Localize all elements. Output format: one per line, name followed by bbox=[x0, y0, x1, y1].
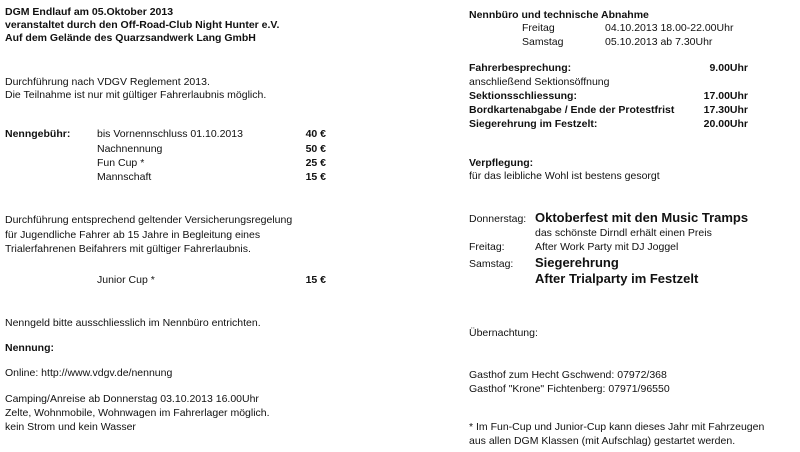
fee-name: bis Vornennschluss 01.10.2013 bbox=[97, 128, 243, 140]
fees-label: Nenngebühr: bbox=[5, 128, 71, 140]
thursday-event: Oktoberfest mit den Music Tramps bbox=[535, 210, 749, 225]
venue-line: Auf dem Gelände des Quarzsandwerk Lang GmbH bbox=[5, 32, 256, 44]
fee-name: Fun Cup * bbox=[97, 157, 145, 169]
office-day: Freitag bbox=[522, 22, 555, 34]
organizer-line: veranstaltet durch den Off-Road-Club Night Hunter e.V. bbox=[5, 19, 280, 31]
thursday-day: Donnerstag: bbox=[469, 213, 527, 225]
junior-cup-amount: 15 € bbox=[305, 274, 326, 286]
office-time: 04.10.2013 18.00-22.00Uhr bbox=[605, 22, 734, 34]
rules-line: Durchführung nach VDGV Reglement 2013. bbox=[5, 76, 210, 88]
friday-event: After Work Party mit DJ Joggel bbox=[535, 241, 679, 253]
insurance-line: Trialerfahrenen Beifahrers mit gültiger Fahrerlaubnis. bbox=[5, 243, 251, 255]
thursday-sub: das schönste Dirndl erhält einen Preis bbox=[535, 227, 712, 239]
fee-name: Nachnennung bbox=[97, 143, 163, 155]
lodging-heading: Übernachtung: bbox=[469, 327, 538, 339]
entry-heading: Nennung: bbox=[5, 342, 54, 354]
junior-cup-name: Junior Cup * bbox=[97, 274, 155, 286]
saturday-event-2: After Trialparty im Festzelt bbox=[535, 271, 699, 286]
catering-text: für das leibliche Wohl ist bestens gesorgt bbox=[469, 170, 660, 182]
lodging-line: Gasthof "Krone" Fichtenberg: 07971/96550 bbox=[469, 383, 670, 395]
insurance-line: für Jugendliche Fahrer ab 15 Jahre in Begleitung eines bbox=[5, 229, 261, 241]
fee-amount: 25 € bbox=[305, 157, 326, 169]
catering-heading: Verpflegung: bbox=[469, 157, 534, 169]
insurance-line: Durchführung entsprechend geltender Versicherungsregelung bbox=[5, 214, 293, 226]
office-day: Samstag bbox=[522, 36, 564, 48]
online-entry-link[interactable]: Online: http://www.vdgv.de/nennung bbox=[5, 367, 173, 379]
saturday-day: Samstag: bbox=[469, 258, 514, 270]
saturday-event: Siegerehrung bbox=[535, 255, 619, 270]
fee-amount: 15 € bbox=[305, 171, 326, 183]
schedule-label: Siegerehrung im Festzelt: bbox=[469, 118, 598, 130]
camping-line: Camping/Anreise ab Donnerstag 03.10.2013 16.00Uhr bbox=[5, 393, 259, 405]
license-line: Die Teilnahme ist nur mit gültiger Fahrerlaubnis möglich. bbox=[5, 89, 267, 101]
office-heading: Nennbüro und technische Abnahme bbox=[469, 9, 649, 21]
briefing-label: Fahrerbesprechung: bbox=[469, 62, 572, 74]
footnote-line: aus allen DGM Klassen (mit Aufschlag) gestartet werden. bbox=[469, 435, 736, 447]
fee-amount: 50 € bbox=[305, 143, 326, 155]
schedule-label: Bordkartenabgabe / Ende der Protestfrist bbox=[469, 104, 675, 116]
fee-name: Mannschaft bbox=[97, 171, 152, 183]
schedule-label: Sektionsschliessung: bbox=[469, 90, 577, 102]
schedule-time: 17.30Uhr bbox=[703, 104, 748, 116]
footnote-line: * Im Fun-Cup und Junior-Cup kann dieses Jahr mit Fahrzeugen bbox=[469, 421, 765, 433]
briefing-sub: anschließend Sektionsöffnung bbox=[469, 76, 610, 88]
friday-day: Freitag: bbox=[469, 241, 505, 253]
camping-line: Zelte, Wohnmobile, Wohnwagen im Fahrerlager möglich. bbox=[5, 407, 270, 419]
event-title: DGM Endlauf am 05.Oktober 2013 bbox=[5, 6, 174, 18]
briefing-time: 9.00Uhr bbox=[709, 62, 748, 74]
payment-note: Nenngeld bitte ausschliesslich im Nennbüro entrichten. bbox=[5, 317, 261, 329]
schedule-time: 17.00Uhr bbox=[703, 90, 748, 102]
schedule-time: 20.00Uhr bbox=[703, 118, 748, 130]
fee-amount: 40 € bbox=[305, 128, 326, 140]
lodging-line: Gasthof zum Hecht Gschwend: 07972/368 bbox=[469, 369, 667, 381]
camping-line: kein Strom und kein Wasser bbox=[5, 421, 136, 433]
office-time: 05.10.2013 ab 7.30Uhr bbox=[605, 36, 713, 48]
